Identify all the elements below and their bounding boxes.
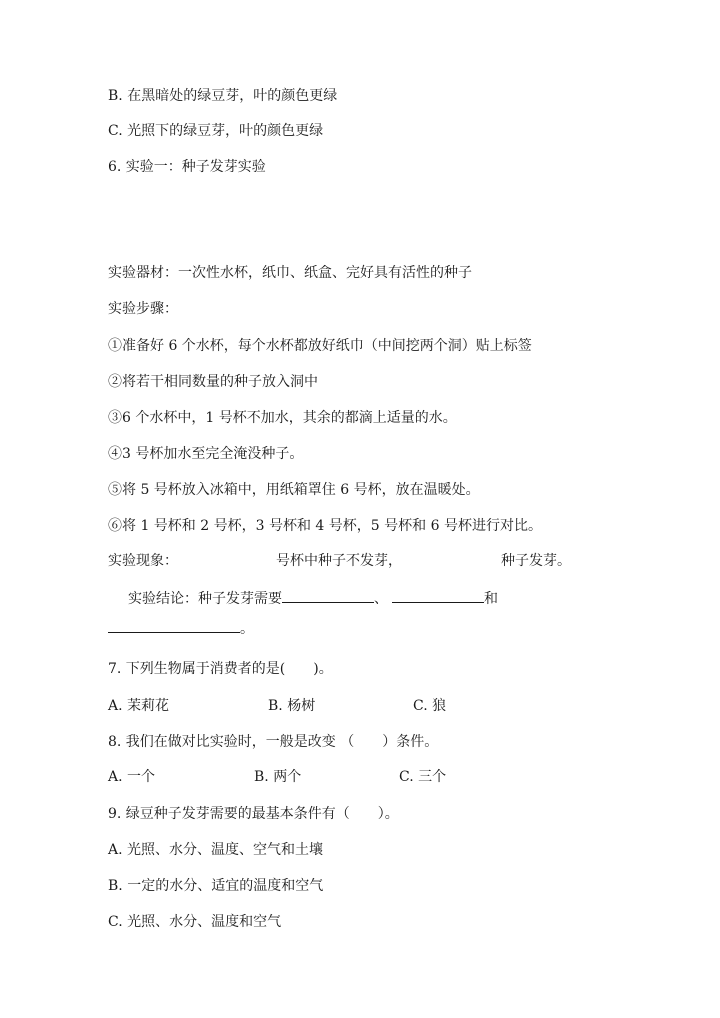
q6-title: 6. 实验一：种子发芽实验 xyxy=(108,159,266,175)
q6-step-5: ⑤将 5 号杯放入冰箱中，用纸箱罩住 6 号杯，放在温暖处。 xyxy=(108,482,480,498)
q7-option-a: A. 茉莉花 xyxy=(108,698,170,714)
q6-phenomenon-mid: 号杯中种子不发芽， xyxy=(276,553,402,569)
q6-step-1: ①准备好 6 个水杯，每个水杯都放好纸巾（中间挖两个洞）贴上标签 xyxy=(108,338,532,354)
q6-phenomenon-end: 种子发芽。 xyxy=(501,553,571,569)
q6-step-4: ④3 号杯加水至完全淹没种子。 xyxy=(108,446,304,462)
q7-option-b: B. 杨树 xyxy=(268,698,316,714)
q9-question: 9. 绿豆种子发芽需要的最基本条件有（ ）。 xyxy=(108,806,399,822)
q5-option-c: C. 光照下的绿豆芽，叶的颜色更绿 xyxy=(108,123,324,139)
q6-conclusion-and: 和 xyxy=(484,591,498,607)
q6-phenomenon-label: 实验现象： xyxy=(108,553,178,569)
answer-blank-2[interactable] xyxy=(392,588,484,603)
q8-option-a: A. 一个 xyxy=(108,769,156,785)
q9-option-a: A. 光照、水分、温度、空气和土壤 xyxy=(108,842,324,858)
q8-question: 8. 我们在做对比实验时，一般是改变 （ ）条件。 xyxy=(108,734,439,750)
q6-materials: 实验器材：一次性水杯，纸巾、纸盒、完好具有活性的种子 xyxy=(108,265,472,281)
q6-step-2: ②将若干相同数量的种子放入洞中 xyxy=(108,374,318,390)
q6-conclusion-separator: 、 xyxy=(374,591,388,607)
q6-steps-label: 实验步骤： xyxy=(108,301,178,317)
q6-conclusion-end: 。 xyxy=(240,621,254,637)
q5-option-b: B. 在黑暗处的绿豆芽，叶的颜色更绿 xyxy=(108,88,338,104)
q6-conclusion-label: 实验结论：种子发芽需要 xyxy=(128,591,282,607)
q8-option-b: B. 两个 xyxy=(254,769,302,785)
q6-step-6: ⑥将 1 号杯和 2 号杯，3 号杯和 4 号杯，5 号杯和 6 号杯进行对比。 xyxy=(108,518,542,534)
answer-blank-3[interactable] xyxy=(108,618,240,633)
answer-blank-1[interactable] xyxy=(282,588,374,603)
q9-option-b: B. 一定的水分、适宜的温度和空气 xyxy=(108,878,324,894)
q6-step-3: ③6 个水杯中，1 号杯不加水，其余的都滴上适量的水。 xyxy=(108,410,457,426)
q7-option-c: C. 狼 xyxy=(413,698,447,714)
q9-option-c: C. 光照、水分、温度和空气 xyxy=(108,914,282,930)
q6-conclusion-line xyxy=(128,588,498,609)
q6-conclusion-line-2 xyxy=(108,618,254,639)
q8-option-c: C. 三个 xyxy=(399,769,447,785)
q7-question: 7. 下列生物属于消费者的是( )。 xyxy=(108,661,333,677)
